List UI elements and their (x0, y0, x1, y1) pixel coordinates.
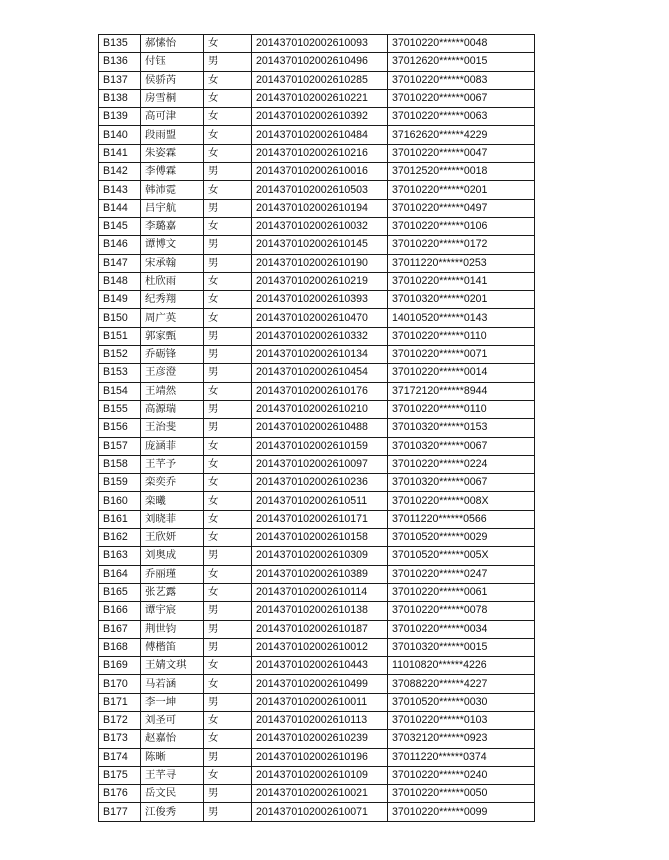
table-row (99, 291, 535, 309)
id-card-cell: 37010320******0067 (388, 437, 535, 455)
id-card-cell: 37010320******0015 (388, 638, 535, 656)
gender-cell: 女 (204, 108, 252, 126)
id-card-cell: 37010320******0153 (388, 419, 535, 437)
exam-number-cell: 2014370102002610285 (252, 71, 388, 89)
name-cell: 刘圣可 (141, 711, 204, 729)
id-card-cell: 37010220******0110 (388, 327, 535, 345)
student-id-cell: B168 (99, 638, 141, 656)
gender-cell: 女 (204, 766, 252, 784)
table-row (99, 638, 535, 656)
exam-number-cell: 2014370102002610332 (252, 327, 388, 345)
gender-cell: 女 (204, 675, 252, 693)
gender-cell: 女 (204, 437, 252, 455)
table-row (99, 217, 535, 235)
exam-number-cell: 2014370102002610097 (252, 455, 388, 473)
exam-number-cell: 2014370102002610210 (252, 400, 388, 418)
exam-number-cell: 2014370102002610488 (252, 419, 388, 437)
id-card-cell: 37010220******0106 (388, 217, 535, 235)
name-cell: 高可津 (141, 108, 204, 126)
name-cell: 谭博文 (141, 236, 204, 254)
name-cell: 刘奥成 (141, 547, 204, 565)
table-row (99, 89, 535, 107)
table-row (99, 693, 535, 711)
exam-number-cell: 2014370102002610071 (252, 803, 388, 821)
id-card-cell: 37010320******0067 (388, 474, 535, 492)
student-id-cell: B143 (99, 181, 141, 199)
student-id-cell: B151 (99, 327, 141, 345)
gender-cell: 女 (204, 730, 252, 748)
student-id-cell: B146 (99, 236, 141, 254)
name-cell: 傅楷笛 (141, 638, 204, 656)
table-row (99, 803, 535, 821)
name-cell: 岳文民 (141, 785, 204, 803)
exam-number-cell: 2014370102002610499 (252, 675, 388, 693)
student-id-cell: B142 (99, 163, 141, 181)
name-cell: 付钰 (141, 53, 204, 71)
id-card-cell: 37012520******0018 (388, 163, 535, 181)
exam-number-cell: 2014370102002610496 (252, 53, 388, 71)
gender-cell: 女 (204, 71, 252, 89)
table-row (99, 620, 535, 638)
student-id-cell: B145 (99, 217, 141, 235)
name-cell: 王芊予 (141, 455, 204, 473)
table-row (99, 602, 535, 620)
id-card-cell: 37010220******0201 (388, 181, 535, 199)
table-row (99, 657, 535, 675)
student-id-cell: B165 (99, 583, 141, 601)
id-card-cell: 37011220******0566 (388, 510, 535, 528)
gender-cell: 女 (204, 492, 252, 510)
id-card-cell: 37011220******0374 (388, 748, 535, 766)
table-row (99, 766, 535, 784)
gender-cell: 女 (204, 144, 252, 162)
exam-number-cell: 2014370102002610016 (252, 163, 388, 181)
gender-cell: 女 (204, 711, 252, 729)
table-row (99, 565, 535, 583)
name-cell: 杜欣雨 (141, 272, 204, 290)
id-card-cell: 37010220******0071 (388, 346, 535, 364)
table-row (99, 492, 535, 510)
name-cell: 周广英 (141, 309, 204, 327)
student-id-cell: B162 (99, 529, 141, 547)
id-card-cell: 37011220******0253 (388, 254, 535, 272)
name-cell: 马若涵 (141, 675, 204, 693)
student-id-cell: B139 (99, 108, 141, 126)
id-card-cell: 37010220******0110 (388, 400, 535, 418)
student-id-cell: B138 (99, 89, 141, 107)
table-row (99, 144, 535, 162)
exam-number-cell: 2014370102002610511 (252, 492, 388, 510)
gender-cell: 女 (204, 217, 252, 235)
student-id-cell: B177 (99, 803, 141, 821)
student-id-cell: B150 (99, 309, 141, 327)
id-card-cell: 37010220******0141 (388, 272, 535, 290)
name-cell: 王芊寻 (141, 766, 204, 784)
student-id-cell: B173 (99, 730, 141, 748)
name-cell: 乔砺锋 (141, 346, 204, 364)
student-id-cell: B147 (99, 254, 141, 272)
table-row (99, 748, 535, 766)
student-id-cell: B171 (99, 693, 141, 711)
gender-cell: 男 (204, 638, 252, 656)
id-card-cell: 37010320******0201 (388, 291, 535, 309)
name-cell: 吕宇航 (141, 199, 204, 217)
id-card-cell: 37010220******0103 (388, 711, 535, 729)
gender-cell: 男 (204, 620, 252, 638)
table-row (99, 675, 535, 693)
id-card-cell: 37010520******0030 (388, 693, 535, 711)
id-card-cell: 37010520******005X (388, 547, 535, 565)
table-row (99, 400, 535, 418)
gender-cell: 男 (204, 199, 252, 217)
gender-cell: 男 (204, 602, 252, 620)
student-id-cell: B137 (99, 71, 141, 89)
student-id-cell: B170 (99, 675, 141, 693)
name-cell: 李一坤 (141, 693, 204, 711)
exam-number-cell: 2014370102002610187 (252, 620, 388, 638)
table-row (99, 53, 535, 71)
exam-number-cell: 2014370102002610114 (252, 583, 388, 601)
gender-cell: 女 (204, 565, 252, 583)
table-row (99, 199, 535, 217)
exam-number-cell: 2014370102002610454 (252, 364, 388, 382)
student-id-cell: B161 (99, 510, 141, 528)
table-row (99, 236, 535, 254)
name-cell: 王靖然 (141, 382, 204, 400)
exam-number-cell: 2014370102002610145 (252, 236, 388, 254)
exam-number-cell: 2014370102002610190 (252, 254, 388, 272)
id-card-cell: 37010220******0497 (388, 199, 535, 217)
table-row (99, 254, 535, 272)
gender-cell: 女 (204, 126, 252, 144)
table-row (99, 346, 535, 364)
id-card-cell: 37010220******0014 (388, 364, 535, 382)
exam-number-cell: 2014370102002610158 (252, 529, 388, 547)
id-card-cell: 37010520******0029 (388, 529, 535, 547)
gender-cell: 女 (204, 510, 252, 528)
id-card-cell: 37172120******8944 (388, 382, 535, 400)
gender-cell: 女 (204, 455, 252, 473)
student-id-cell: B167 (99, 620, 141, 638)
id-card-cell: 37010220******0063 (388, 108, 535, 126)
table-row (99, 785, 535, 803)
exam-number-cell: 2014370102002610159 (252, 437, 388, 455)
gender-cell: 女 (204, 529, 252, 547)
exam-number-cell: 2014370102002610216 (252, 144, 388, 162)
id-card-cell: 37010220******0050 (388, 785, 535, 803)
name-cell: 郝愫怡 (141, 35, 204, 53)
table-row (99, 437, 535, 455)
gender-cell: 女 (204, 309, 252, 327)
gender-cell: 男 (204, 400, 252, 418)
table-row (99, 126, 535, 144)
table-row (99, 455, 535, 473)
name-cell: 宋承翰 (141, 254, 204, 272)
gender-cell: 女 (204, 181, 252, 199)
id-card-cell: 37010220******008X (388, 492, 535, 510)
name-cell: 荆世钧 (141, 620, 204, 638)
id-card-cell: 37010220******0099 (388, 803, 535, 821)
student-id-cell: B164 (99, 565, 141, 583)
id-card-cell: 37010220******0061 (388, 583, 535, 601)
exam-number-cell: 2014370102002610503 (252, 181, 388, 199)
name-cell: 李傅霖 (141, 163, 204, 181)
table-row (99, 711, 535, 729)
exam-number-cell: 2014370102002610309 (252, 547, 388, 565)
student-id-cell: B175 (99, 766, 141, 784)
gender-cell: 男 (204, 748, 252, 766)
name-cell: 栾曦 (141, 492, 204, 510)
id-card-cell: 37010220******0047 (388, 144, 535, 162)
exam-number-cell: 2014370102002610012 (252, 638, 388, 656)
student-id-cell: B166 (99, 602, 141, 620)
student-id-cell: B159 (99, 474, 141, 492)
table-row (99, 272, 535, 290)
student-id-cell: B154 (99, 382, 141, 400)
student-id-cell: B169 (99, 657, 141, 675)
name-cell: 江俊秀 (141, 803, 204, 821)
student-id-cell: B156 (99, 419, 141, 437)
table-row (99, 547, 535, 565)
name-cell: 王婧文琪 (141, 657, 204, 675)
student-id-cell: B158 (99, 455, 141, 473)
name-cell: 王治斐 (141, 419, 204, 437)
gender-cell: 男 (204, 785, 252, 803)
id-card-cell: 14010520******0143 (388, 309, 535, 327)
student-id-cell: B140 (99, 126, 141, 144)
exam-number-cell: 2014370102002610219 (252, 272, 388, 290)
gender-cell: 女 (204, 272, 252, 290)
gender-cell: 女 (204, 474, 252, 492)
gender-cell: 女 (204, 583, 252, 601)
id-card-cell: 37010220******0240 (388, 766, 535, 784)
id-card-cell: 37088220******4227 (388, 675, 535, 693)
name-cell: 侯骄芮 (141, 71, 204, 89)
name-cell: 刘晓菲 (141, 510, 204, 528)
id-card-cell: 37032120******0923 (388, 730, 535, 748)
name-cell: 庞涵菲 (141, 437, 204, 455)
exam-number-cell: 2014370102002610393 (252, 291, 388, 309)
gender-cell: 男 (204, 803, 252, 821)
exam-number-cell: 2014370102002610171 (252, 510, 388, 528)
exam-number-cell: 2014370102002610470 (252, 309, 388, 327)
student-id-cell: B163 (99, 547, 141, 565)
table-row (99, 510, 535, 528)
exam-number-cell: 2014370102002610239 (252, 730, 388, 748)
exam-number-cell: 2014370102002610134 (252, 346, 388, 364)
id-card-cell: 37010220******0083 (388, 71, 535, 89)
student-id-cell: B141 (99, 144, 141, 162)
gender-cell: 女 (204, 89, 252, 107)
exam-number-cell: 2014370102002610443 (252, 657, 388, 675)
exam-number-cell: 2014370102002610196 (252, 748, 388, 766)
name-cell: 纪秀翔 (141, 291, 204, 309)
student-id-cell: B135 (99, 35, 141, 53)
student-id-cell: B160 (99, 492, 141, 510)
table-row (99, 309, 535, 327)
gender-cell: 男 (204, 327, 252, 345)
exam-number-cell: 2014370102002610093 (252, 35, 388, 53)
table-row (99, 529, 535, 547)
student-id-cell: B153 (99, 364, 141, 382)
student-id-cell: B176 (99, 785, 141, 803)
roster-body (99, 35, 535, 822)
student-id-cell: B144 (99, 199, 141, 217)
name-cell: 赵嘉怡 (141, 730, 204, 748)
name-cell: 房雪桐 (141, 89, 204, 107)
exam-number-cell: 2014370102002610138 (252, 602, 388, 620)
exam-number-cell: 2014370102002610392 (252, 108, 388, 126)
exam-number-cell: 2014370102002610176 (252, 382, 388, 400)
name-cell: 栾奕乔 (141, 474, 204, 492)
gender-cell: 男 (204, 364, 252, 382)
name-cell: 陈晰 (141, 748, 204, 766)
exam-number-cell: 2014370102002610011 (252, 693, 388, 711)
exam-number-cell: 2014370102002610221 (252, 89, 388, 107)
exam-number-cell: 2014370102002610194 (252, 199, 388, 217)
table-row (99, 327, 535, 345)
id-card-cell: 37010220******0067 (388, 89, 535, 107)
table-row (99, 474, 535, 492)
table-row (99, 382, 535, 400)
student-id-cell: B157 (99, 437, 141, 455)
exam-number-cell: 2014370102002610021 (252, 785, 388, 803)
id-card-cell: 37010220******0172 (388, 236, 535, 254)
name-cell: 张艺露 (141, 583, 204, 601)
gender-cell: 男 (204, 419, 252, 437)
table-row (99, 419, 535, 437)
gender-cell: 男 (204, 346, 252, 364)
table-row (99, 71, 535, 89)
id-card-cell: 37010220******0078 (388, 602, 535, 620)
name-cell: 高源瑞 (141, 400, 204, 418)
exam-number-cell: 2014370102002610484 (252, 126, 388, 144)
name-cell: 谭宇宸 (141, 602, 204, 620)
table-row (99, 583, 535, 601)
student-id-cell: B174 (99, 748, 141, 766)
gender-cell: 男 (204, 53, 252, 71)
name-cell: 段雨盟 (141, 126, 204, 144)
exam-number-cell: 2014370102002610236 (252, 474, 388, 492)
table-row (99, 181, 535, 199)
student-id-cell: B155 (99, 400, 141, 418)
id-card-cell: 37010220******0034 (388, 620, 535, 638)
exam-number-cell: 2014370102002610389 (252, 565, 388, 583)
name-cell: 王欣妍 (141, 529, 204, 547)
gender-cell: 男 (204, 236, 252, 254)
table-row (99, 730, 535, 748)
student-id-cell: B149 (99, 291, 141, 309)
exam-number-cell: 2014370102002610032 (252, 217, 388, 235)
table-row (99, 364, 535, 382)
id-card-cell: 37012620******0015 (388, 53, 535, 71)
gender-cell: 女 (204, 35, 252, 53)
student-id-cell: B172 (99, 711, 141, 729)
gender-cell: 男 (204, 547, 252, 565)
exam-number-cell: 2014370102002610113 (252, 711, 388, 729)
table-row (99, 108, 535, 126)
name-cell: 李璐嘉 (141, 217, 204, 235)
student-id-cell: B136 (99, 53, 141, 71)
name-cell: 王彦澄 (141, 364, 204, 382)
exam-number-cell: 2014370102002610109 (252, 766, 388, 784)
table-row (99, 163, 535, 181)
name-cell: 郭家甄 (141, 327, 204, 345)
id-card-cell: 37010220******0247 (388, 565, 535, 583)
name-cell: 韩沛霓 (141, 181, 204, 199)
id-card-cell: 37010220******0048 (388, 35, 535, 53)
gender-cell: 女 (204, 291, 252, 309)
name-cell: 乔丽瑾 (141, 565, 204, 583)
table-row (99, 35, 535, 53)
id-card-cell: 37010220******0224 (388, 455, 535, 473)
student-id-cell: B148 (99, 272, 141, 290)
gender-cell: 女 (204, 657, 252, 675)
student-roster-table (98, 34, 535, 822)
gender-cell: 女 (204, 382, 252, 400)
id-card-cell: 37162620******4229 (388, 126, 535, 144)
gender-cell: 男 (204, 693, 252, 711)
name-cell: 朱姿霖 (141, 144, 204, 162)
id-card-cell: 11010820******4226 (388, 657, 535, 675)
gender-cell: 男 (204, 163, 252, 181)
gender-cell: 男 (204, 254, 252, 272)
student-id-cell: B152 (99, 346, 141, 364)
